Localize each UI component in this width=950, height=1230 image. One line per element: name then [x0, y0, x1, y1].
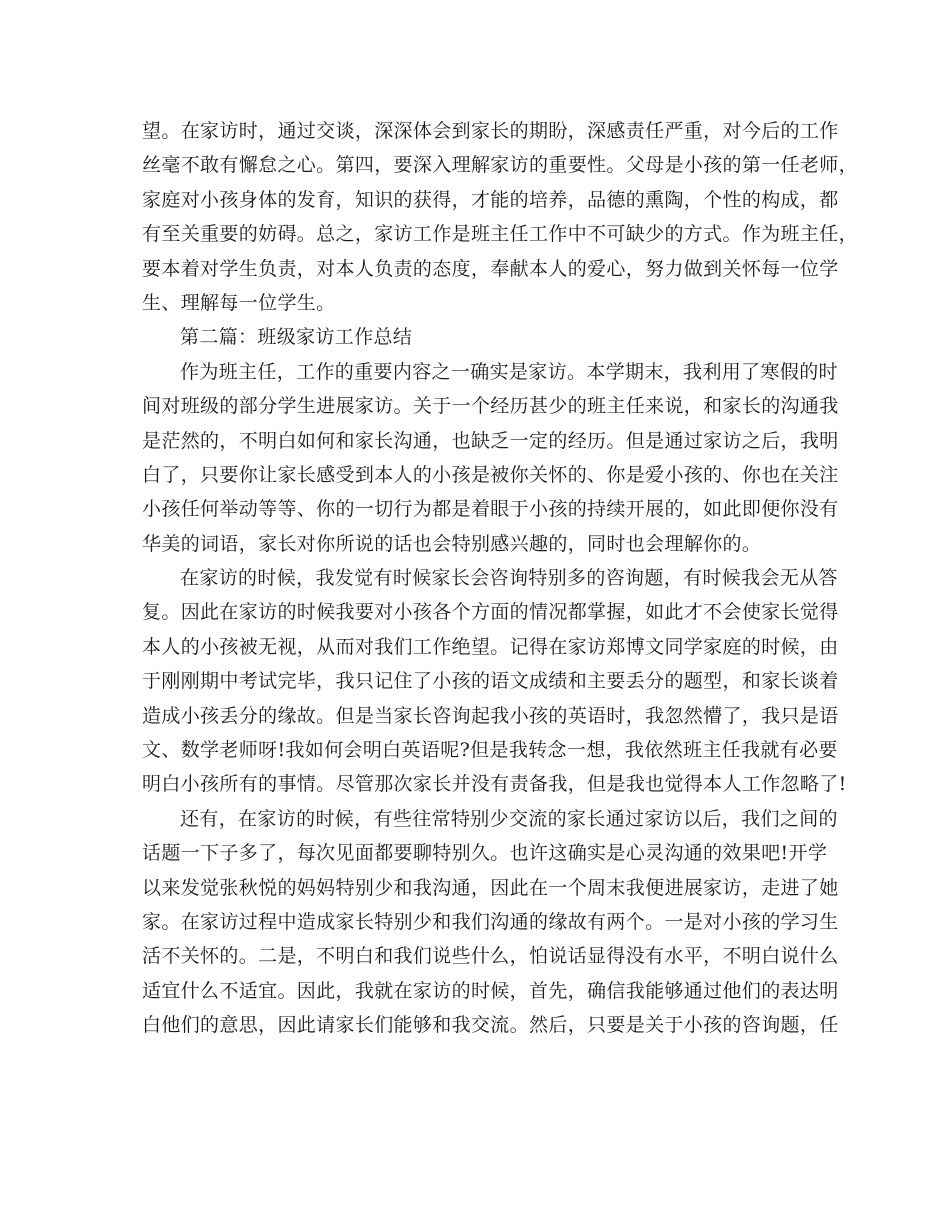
text-line: 小孩任何举动等等、你的一切行为都是着眼于小孩的持续开展的，如此即便你没有: [142, 498, 839, 521]
paragraph-first-line: 第二篇：班级家访工作总结: [180, 326, 413, 349]
paragraph-first-line: 作为班主任，工作的重要内容之一确实是家访。本学期末，我利用了寒假的时: [180, 360, 838, 383]
text-line: 造成小孩丢分的缘故。但是当家长咨询起我小孩的英语时，我忽然懵了，我只是语: [142, 704, 839, 727]
text-line: 是茫然的，不明白如何和家长沟通，也缺乏一定的经历。但是通过家访之后，我明: [142, 429, 839, 452]
text-line: 要本着对学生负责，对本人负责的态度，奉献本人的爱心，努力做到关怀每一位学: [142, 257, 839, 280]
paragraph-first-line: 还有，在家访的时候，有些往常特别少交流的家长通过家访以后，我们之间的: [180, 807, 838, 830]
text-line: 生、理解每一位学生。: [142, 291, 336, 314]
text-line: 复。因此在家访的时候我要对小孩各个方面的情况都掌握，如此才不会使家长觉得: [142, 601, 839, 624]
text-line: 华美的词语，家长对你所说的话也会特别感兴趣的，同时也会理解你的。: [142, 532, 762, 555]
text-line: 明白小孩所有的事情。尽管那次家长并没有责备我，但是我也觉得本人工作忽略了!: [142, 773, 847, 796]
paragraph-first-line: 在家访的时候，我发觉有时候家长会咨询特别多的咨询题，有时候我会无从答: [180, 567, 838, 590]
text-line: 家。在家访过程中造成家长特别少和我们沟通的缘故有两个。一是对小孩的学习生: [142, 910, 839, 933]
text-line: 有至关重要的妨碍。总之，家访工作是班主任工作中不可缺少的方式。作为班主任，: [142, 223, 858, 246]
document-body: [142, 114, 858, 1043]
text-line: 适宜什么不适宜。因此，我就在家访的时候，首先，确信我能够通过他们的表达明: [142, 979, 839, 1002]
text-line: 活不关怀的。二是，不明白和我们说些什么，怕说话显得没有水平，不明白说什么: [142, 945, 839, 968]
text-line: 家庭对小孩身体的发育，知识的获得，才能的培养，品德的熏陶，个性的构成，都: [142, 188, 839, 211]
text-line: 文、数学老师呀!我如何会明白英语呢?但是我转念一想，我依然班主任我就有必要: [142, 739, 838, 762]
text-line: 于刚刚期中考试完毕，我只记住了小孩的语文成绩和主要丢分的题型，和家长谈着: [142, 670, 839, 693]
text-line: 白了，只要你让家长感受到本人的小孩是被你关怀的、你是爱小孩的、你也在关注: [142, 463, 839, 486]
text-line: 话题一下子多了，每次见面都要聊特别久。也许这确实是心灵沟通的效果吧!开学: [142, 842, 828, 865]
text-line: 望。在家访时，通过交谈，深深体会到家长的期盼，深感责任严重，对今后的工作: [142, 120, 839, 142]
text-line: 以来发觉张秋悦的妈妈特别少和我沟通，因此在一个周末我便进展家访，走进了她: [142, 876, 839, 899]
text-line: 本人的小孩被无视，从而对我们工作绝望。记得在家访郑博文同学家庭的时候，由: [142, 635, 839, 658]
text-line: 间对班级的部分学生进展家访。关于一个经历甚少的班主任来说，和家长的沟通我: [142, 395, 839, 418]
text-line: 丝毫不敢有懈怠之心。第四，要深入理解家访的重要性。父母是小孩的第一任老师，: [142, 154, 858, 177]
text-line: 白他们的意思，因此请家长们能够和我交流。然后，只要是关于小孩的咨询题，任: [142, 1014, 839, 1037]
